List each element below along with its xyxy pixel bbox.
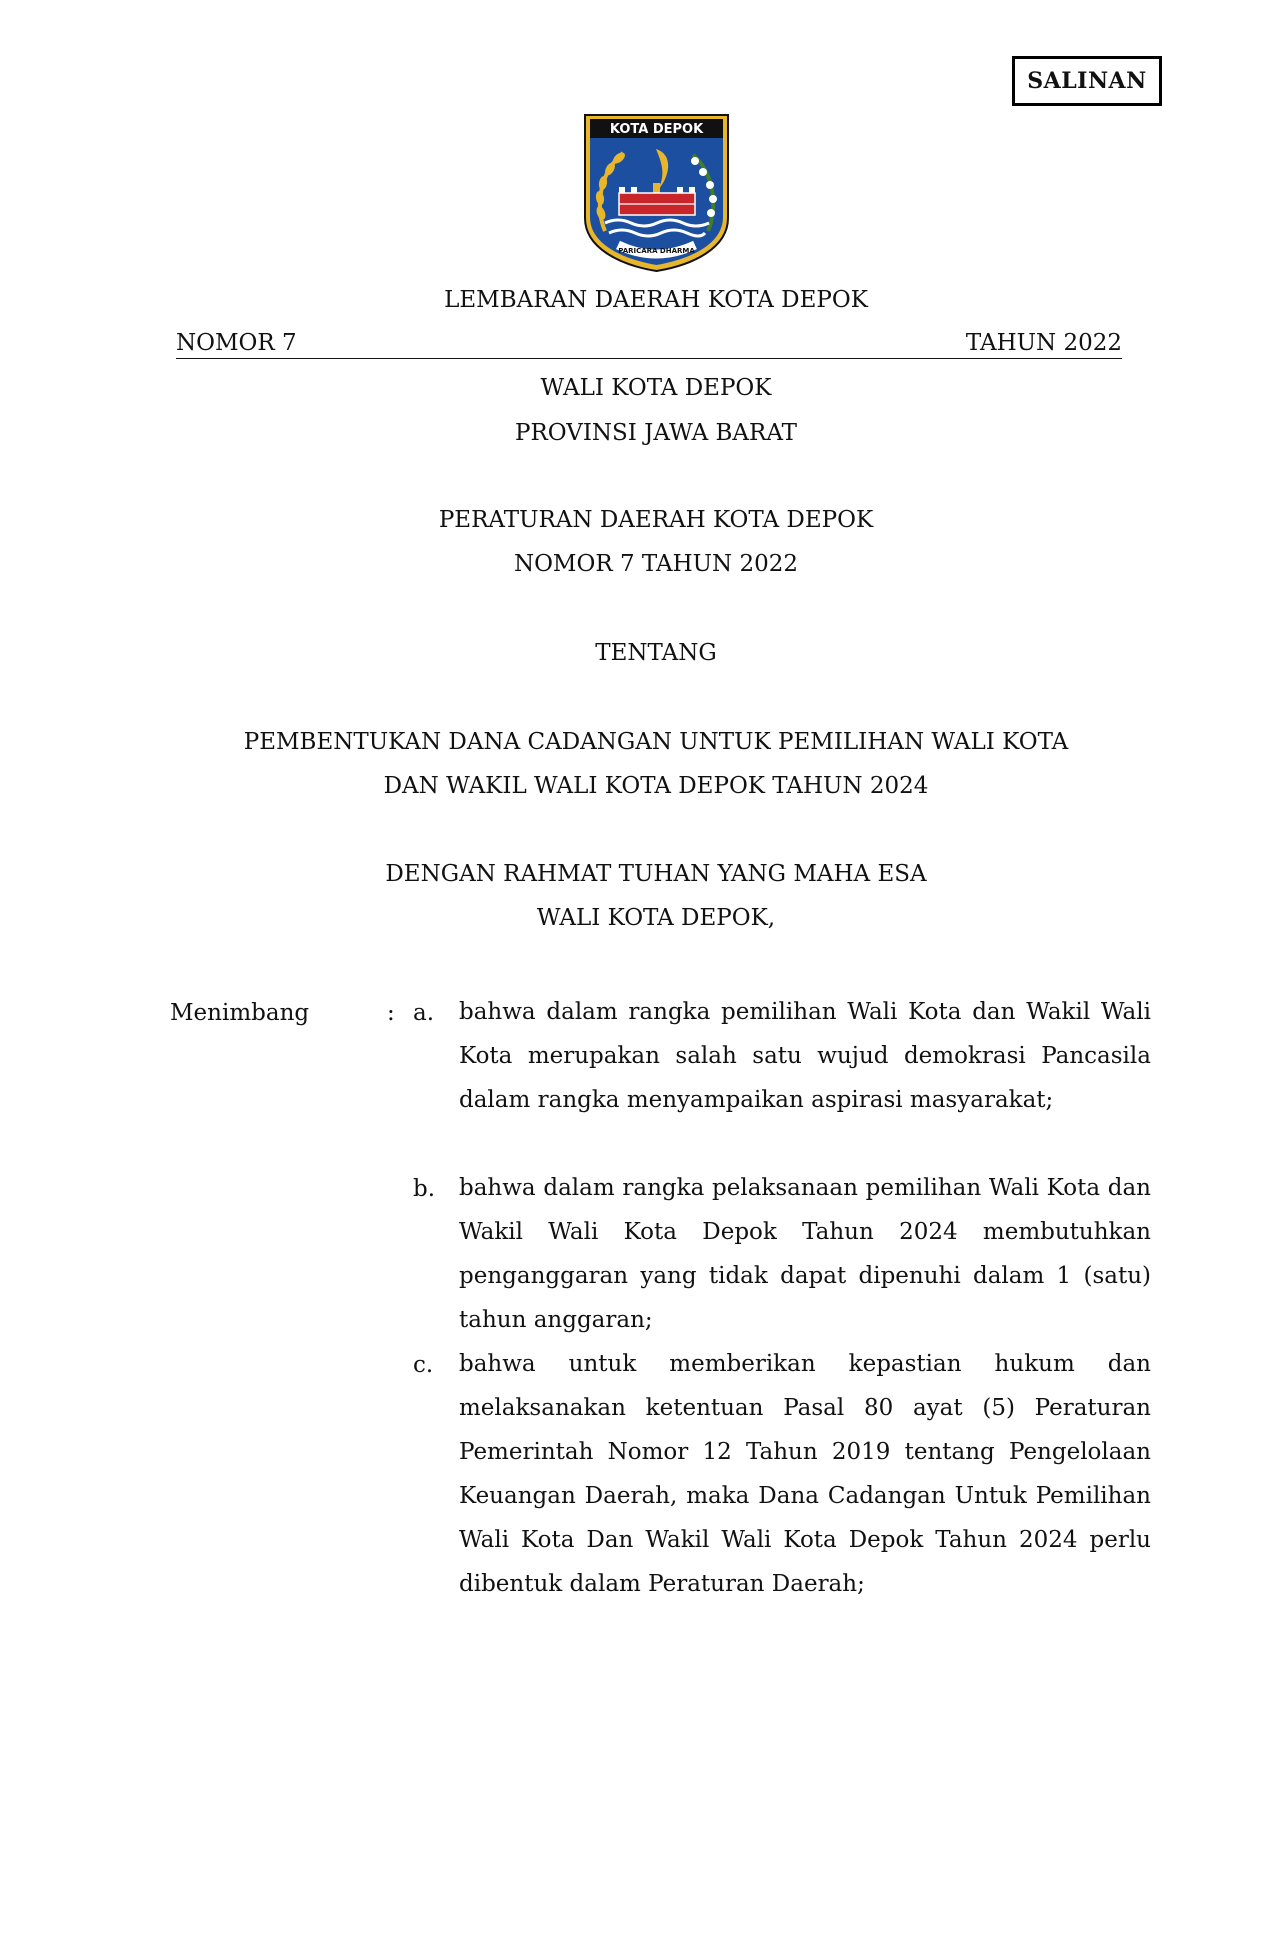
kota-depok-emblem — [583, 113, 730, 273]
considering-item-text: bahwa dalam rangka pemilihan Wali Kota dan Wakil Wali Kota merupakan salah satu wujud demokrasi Pancasila dalam rangka menyampaikan aspirasi masyarakat; — [459, 999, 1151, 1113]
considering-item-letter: c. — [413, 1352, 434, 1378]
gazette-number: NOMOR 7 — [176, 330, 297, 356]
invocation: DENGAN RAHMAT TUHAN YANG MAHA ESA — [385, 861, 927, 887]
subject-line-1: PEMBENTUKAN DANA CADANGAN UNTUK PEMILIHAN WALI KOTA — [243, 729, 1069, 755]
regulation-title: PERATURAN DAERAH KOTA DEPOK — [438, 507, 874, 533]
considering-label: Menimbang — [170, 1000, 310, 1026]
considering-item-letter: a. — [413, 1000, 435, 1026]
emblem-motto: PARICARA DHARMA — [618, 247, 695, 255]
province-title: PROVINSI JAWA BARAT — [514, 420, 798, 446]
considering-colon: : — [387, 1000, 395, 1026]
gazette-number-row — [176, 330, 1122, 359]
subject-line-2: DAN WAKIL WALI KOTA DEPOK TAHUN 2024 — [383, 773, 929, 799]
emblem-title: KOTA DEPOK — [609, 122, 704, 137]
salinan-stamp: SALINAN — [1012, 56, 1162, 106]
regulation-number: NOMOR 7 TAHUN 2022 — [513, 551, 799, 577]
authority: WALI KOTA DEPOK, — [536, 905, 776, 931]
considering-item-letter: b. — [413, 1176, 436, 1202]
issuer-title: WALI KOTA DEPOK — [540, 375, 772, 401]
gazette-year: TAHUN 2022 — [965, 330, 1122, 356]
considering-item-text: bahwa dalam rangka pelaksanaan pemilihan Wali Kota dan Wakil Wali Kota Depok Tahun 2024 membutuhkan penganggaran yang tidak dapat dipenuhi dalam 1 (satu) tahun anggaran; — [459, 1175, 1151, 1333]
about-label: TENTANG — [595, 640, 717, 666]
considering-item-text: bahwa untuk memberikan kepastian hukum dan melaksanakan ketentuan Pasal 80 ayat (5) Peraturan Pemerintah Nomor 12 Tahun 2019 tentang Pengelolaan Keuangan Daerah, maka Dana Cadangan Untuk Pemilihan Wali Kota Dan Wakil Wali Kota Depok Tahun 2024 perlu dibentuk dalam Peraturan Daerah; — [459, 1351, 1151, 1597]
gazette-title: LEMBARAN DAERAH KOTA DEPOK — [444, 287, 868, 313]
